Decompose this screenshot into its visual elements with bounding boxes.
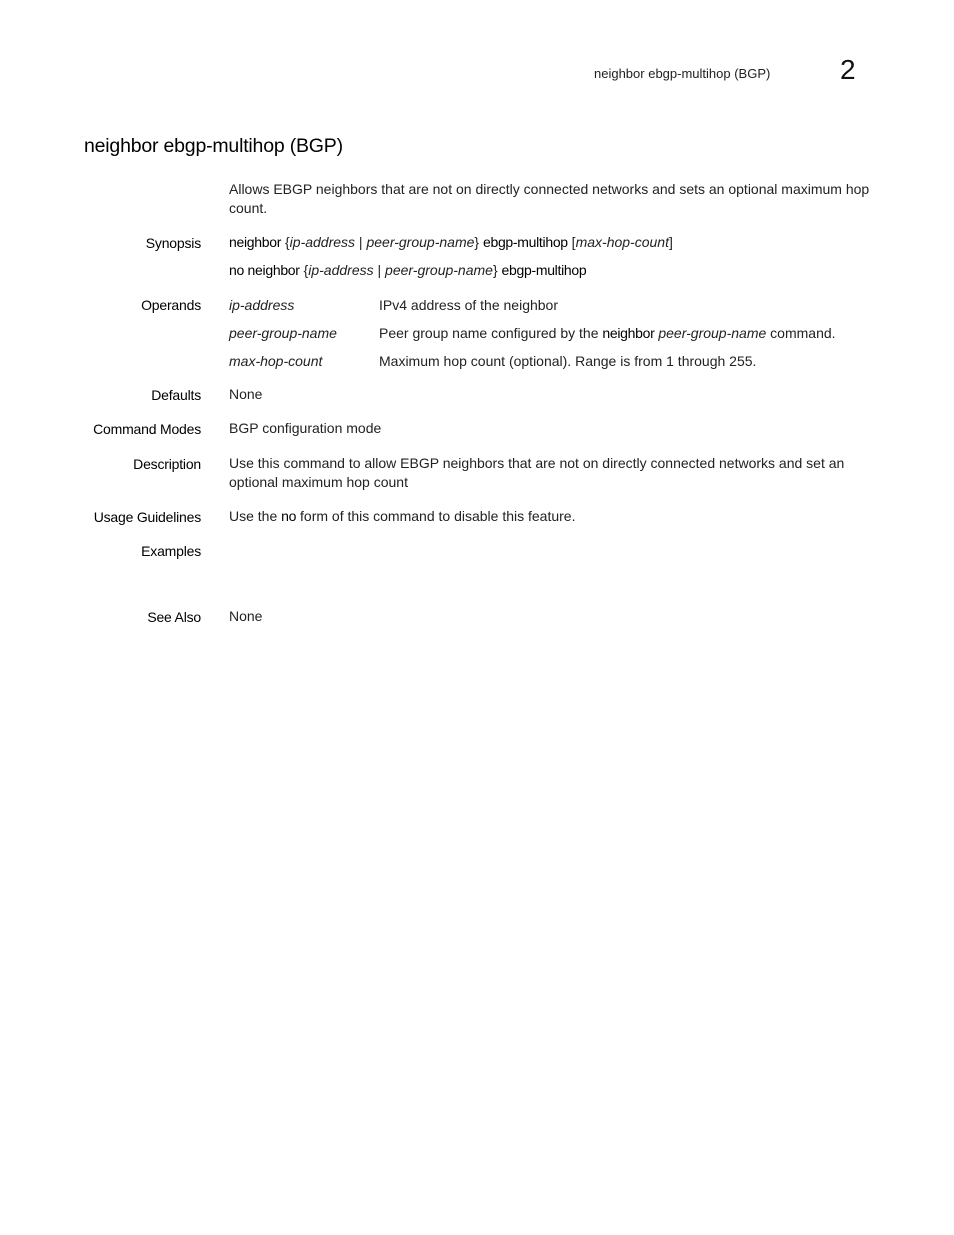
bracket: [ [567,234,576,250]
label-description: Description [133,456,201,472]
brace: } [492,262,502,278]
separator: | [373,262,386,278]
description-text: Use this command to allow EBGP neighbors that are not on directly connected networks and set an optional maximum hop count [229,455,845,490]
operand-term: max-hop-count [229,353,323,369]
synopsis-keyword: neighbor [229,234,282,250]
synopsis-variable: peer-group-name [366,234,475,250]
operand-desc-variable: peer-group-name [658,325,767,341]
label-command-modes: Command Modes [93,421,201,437]
label-synopsis: Synopsis [145,235,201,251]
synopsis-keyword: no neighbor [229,262,300,278]
defaults-value: None [229,386,263,402]
bracket: ] [668,234,673,250]
label-see-also: See Also [147,609,201,625]
usage-keyword: no [281,508,297,524]
brace: { [299,262,309,278]
operand-description [379,325,836,341]
separator: | [355,234,367,250]
brace: { [281,234,290,250]
operand-description: IPv4 address of the neighbor [379,297,559,313]
label-operands: Operands [141,297,201,313]
usage-guidelines-text [229,507,575,526]
synopsis-variable: ip-address [308,262,374,278]
synopsis-line-2 [229,261,586,280]
label-usage-guidelines: Usage Guidelines [93,509,201,525]
command-modes-value: BGP configuration mode [229,420,382,436]
operand-desc-keyword: neighbor [602,325,655,341]
intro-text: Allows EBGP neighbors that are not on directly connected networks and sets an optional maximum hop count. [229,181,870,216]
synopsis-keyword: ebgp-multihop [501,262,587,278]
see-also-value: None [229,608,263,624]
operand-term: peer-group-name [229,325,337,341]
synopsis-variable: peer-group-name [385,262,493,278]
operand-desc-text: Peer group name configured by the [379,325,603,341]
synopsis-variable: max-hop-count [575,234,669,250]
running-header-title: neighbor ebgp-multihop (BGP) [594,66,771,81]
synopsis-line-1 [229,233,673,252]
chapter-number: 2 [840,54,856,85]
label-defaults: Defaults [151,387,201,403]
usage-text: Use the [229,508,282,524]
brace: } [474,234,483,250]
operand-desc-text: command. [766,325,836,341]
operand-description: Maximum hop count (optional). Range is from 1 through 255. [379,353,757,369]
synopsis-keyword: ebgp-multihop [482,234,568,250]
section-title: neighbor ebgp-multihop (BGP) [84,135,343,157]
label-examples: Examples [141,543,201,559]
operand-term: ip-address [229,297,295,313]
synopsis-variable: ip-address [289,234,356,250]
usage-text: form of this command to disable this feature. [296,508,576,524]
